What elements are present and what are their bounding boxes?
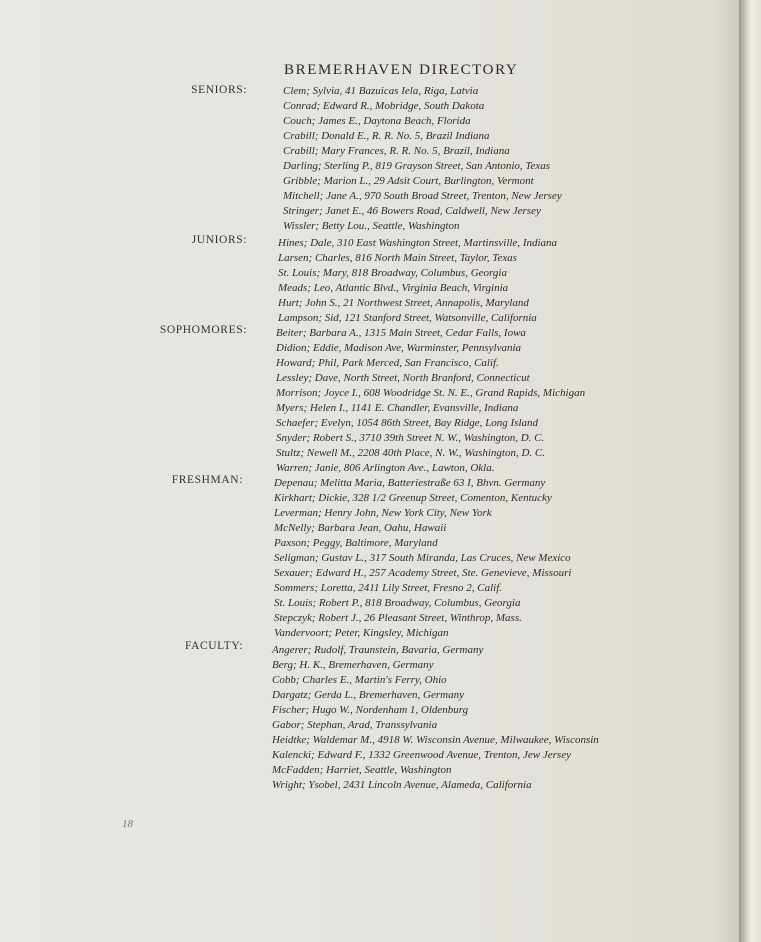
directory-entry: Didion; Eddie, Madison Ave, Warminster, Pennsylvania [276,342,522,354]
directory-entry: Heidtke; Waldemar M., 4918 W. Wisconsin Avenue, Milwaukee, Wisconsin [272,734,599,746]
directory-entry: Crabill; Donald E., R. R. No. 5, Brazil Indiana [283,130,490,142]
directory-entry: Wright; Ysobel, 2431 Lincoln Avenue, Alameda, California [272,779,532,791]
page-title: BREMERHAVEN DIRECTORY [284,62,519,78]
section-label-seniors: SENIORS: [191,84,247,96]
directory-entry: Vandervoort; Peter, Kingsley, Michigan [274,627,449,639]
directory-entry: Kalencki; Edward F., 1332 Greenwood Avenue, Trenton, Jew Jersey [272,749,571,761]
directory-entry: Howard; Phil, Park Merced, San Francisco, Calif. [276,357,499,369]
section-sophomores [276,326,585,476]
directory-entry: Leverman; Henry John, New York City, New York [274,507,492,519]
directory-entry: Fischer; Hugo W., Nordenham 1, Oldenburg [272,704,469,716]
directory-entry: Stultz; Newell M., 2208 40th Place, N. W., Washington, D. C. [276,447,545,459]
directory-entry: McNelly; Barbara Jean, Oahu, Hawaii [274,522,447,534]
directory-entry: Kirkhart; Dickie, 328 1/2 Greenup Street, Comenton, Kentucky [274,492,552,504]
directory-entry: Hines; Dale, 310 East Washington Street, Martinsville, Indiana [278,237,558,249]
directory-entry: Sexauer; Edward H., 257 Academy Street, Ste. Genevieve, Missouri [274,567,572,579]
directory-entry: Berg; H. K., Bremerhaven, Germany [272,659,434,671]
directory-entry: Cobb; Charles E., Martin's Ferry, Ohio [272,674,447,686]
directory-entry: Dargatz; Gerda L., Bremerhaven, Germany [272,689,464,701]
directory-entry: Schaefer; Evelyn, 1054 86th Street, Bay Ridge, Long Island [276,417,539,429]
directory-entry: Mitchell; Jane A., 970 South Broad Street, Trenton, New Jersey [283,190,562,202]
directory-entry: Paxson; Peggy, Baltimore, Maryland [274,537,438,549]
directory-entry: Gribble; Marion L., 29 Adsit Court, Burlington, Vermont [283,175,534,187]
section-faculty [272,643,599,793]
directory-entry: Seligman; Gustav L., 317 South Miranda, Las Cruces, New Mexico [274,552,571,564]
section-label-freshman: FRESHMAN: [171,474,243,486]
directory-entry: Couch; James E., Daytona Beach, Florida [283,115,471,127]
section-juniors [278,236,557,326]
section-seniors [283,84,562,234]
directory-entry: Darling; Sterling P., 819 Grayson Street, San Antonio, Texas [283,160,551,172]
directory-entry: Angerer; Rudolf, Traunstein, Bavaria, Germany [272,644,484,656]
directory-entry: Clem; Sylvia, 41 Bazuicas Iela, Riga, Latvia [283,85,479,97]
directory-entry: Depenau; Melitta Maria, Batteriestraße 63 I, Bhvn. Germany [274,477,546,489]
directory-entry: Stepczyk; Robert J., 26 Pleasant Street, Winthrop, Mass. [274,612,522,624]
directory-entry: Beiter; Barbara A., 1315 Main Street, Cedar Falls, Iowa [276,327,526,339]
section-label-sophomores: SOPHOMORES: [159,324,247,336]
directory-entry: Wissler; Betty Lou., Seattle, Washington [283,220,460,232]
directory-entry: Conrad; Edward R., Mobridge, South Dakota [283,100,485,112]
directory-entry: Gabor; Stephan, Arad, Transsylvania [272,719,438,731]
section-label-faculty: FACULTY: [184,640,243,652]
directory-entry: Sommers; Loretta, 2411 Lily Street, Fresno 2, Calif. [274,582,503,594]
directory-entry: Lessley; Dave, North Street, North Branford, Connecticut [276,372,530,384]
directory-entry: Crabill; Mary Frances, R. R. No. 5, Brazil, Indiana [283,145,510,157]
directory-entry: Morrison; Joyce I., 608 Woodridge St. N. E., Grand Rapids, Michigan [276,387,586,399]
directory-entry: Myers; Helen I., 1141 E. Chandler, Evansville, Indiana [276,402,519,414]
directory-entry: Warren; Janie, 806 Arlington Ave., Lawton, Okla. [276,462,495,474]
directory-entry: St. Louis; Robert P., 818 Broadway, Columbus, Georgia [274,597,521,609]
directory-entry: McFadden; Harriet, Seattle, Washington [272,764,452,776]
directory-entry: Lampson; Sid, 121 Stanford Street, Watsonville, California [278,312,537,324]
section-label-juniors: JUNIORS: [191,234,247,246]
directory-entry: Snyder; Robert S., 3710 39th Street N. W., Washington, D. C. [276,432,545,444]
directory-entry: St. Louis; Mary, 818 Broadway, Columbus, Georgia [278,267,507,279]
directory-entry: Hurt; John S., 21 Northwest Street, Annapolis, Maryland [278,297,529,309]
page-number: 18 [122,818,133,830]
directory-entry: Stringer; Janet E., 46 Bowers Road, Caldwell, New Jersey [283,205,541,217]
section-freshman [274,476,571,641]
directory-entry: Meads; Leo, Atlantic Blvd., Virginia Beach, Virginia [278,282,509,294]
page-edge-shadow [739,0,761,942]
directory-entry: Larsen; Charles, 816 North Main Street, Taylor, Texas [278,252,517,264]
